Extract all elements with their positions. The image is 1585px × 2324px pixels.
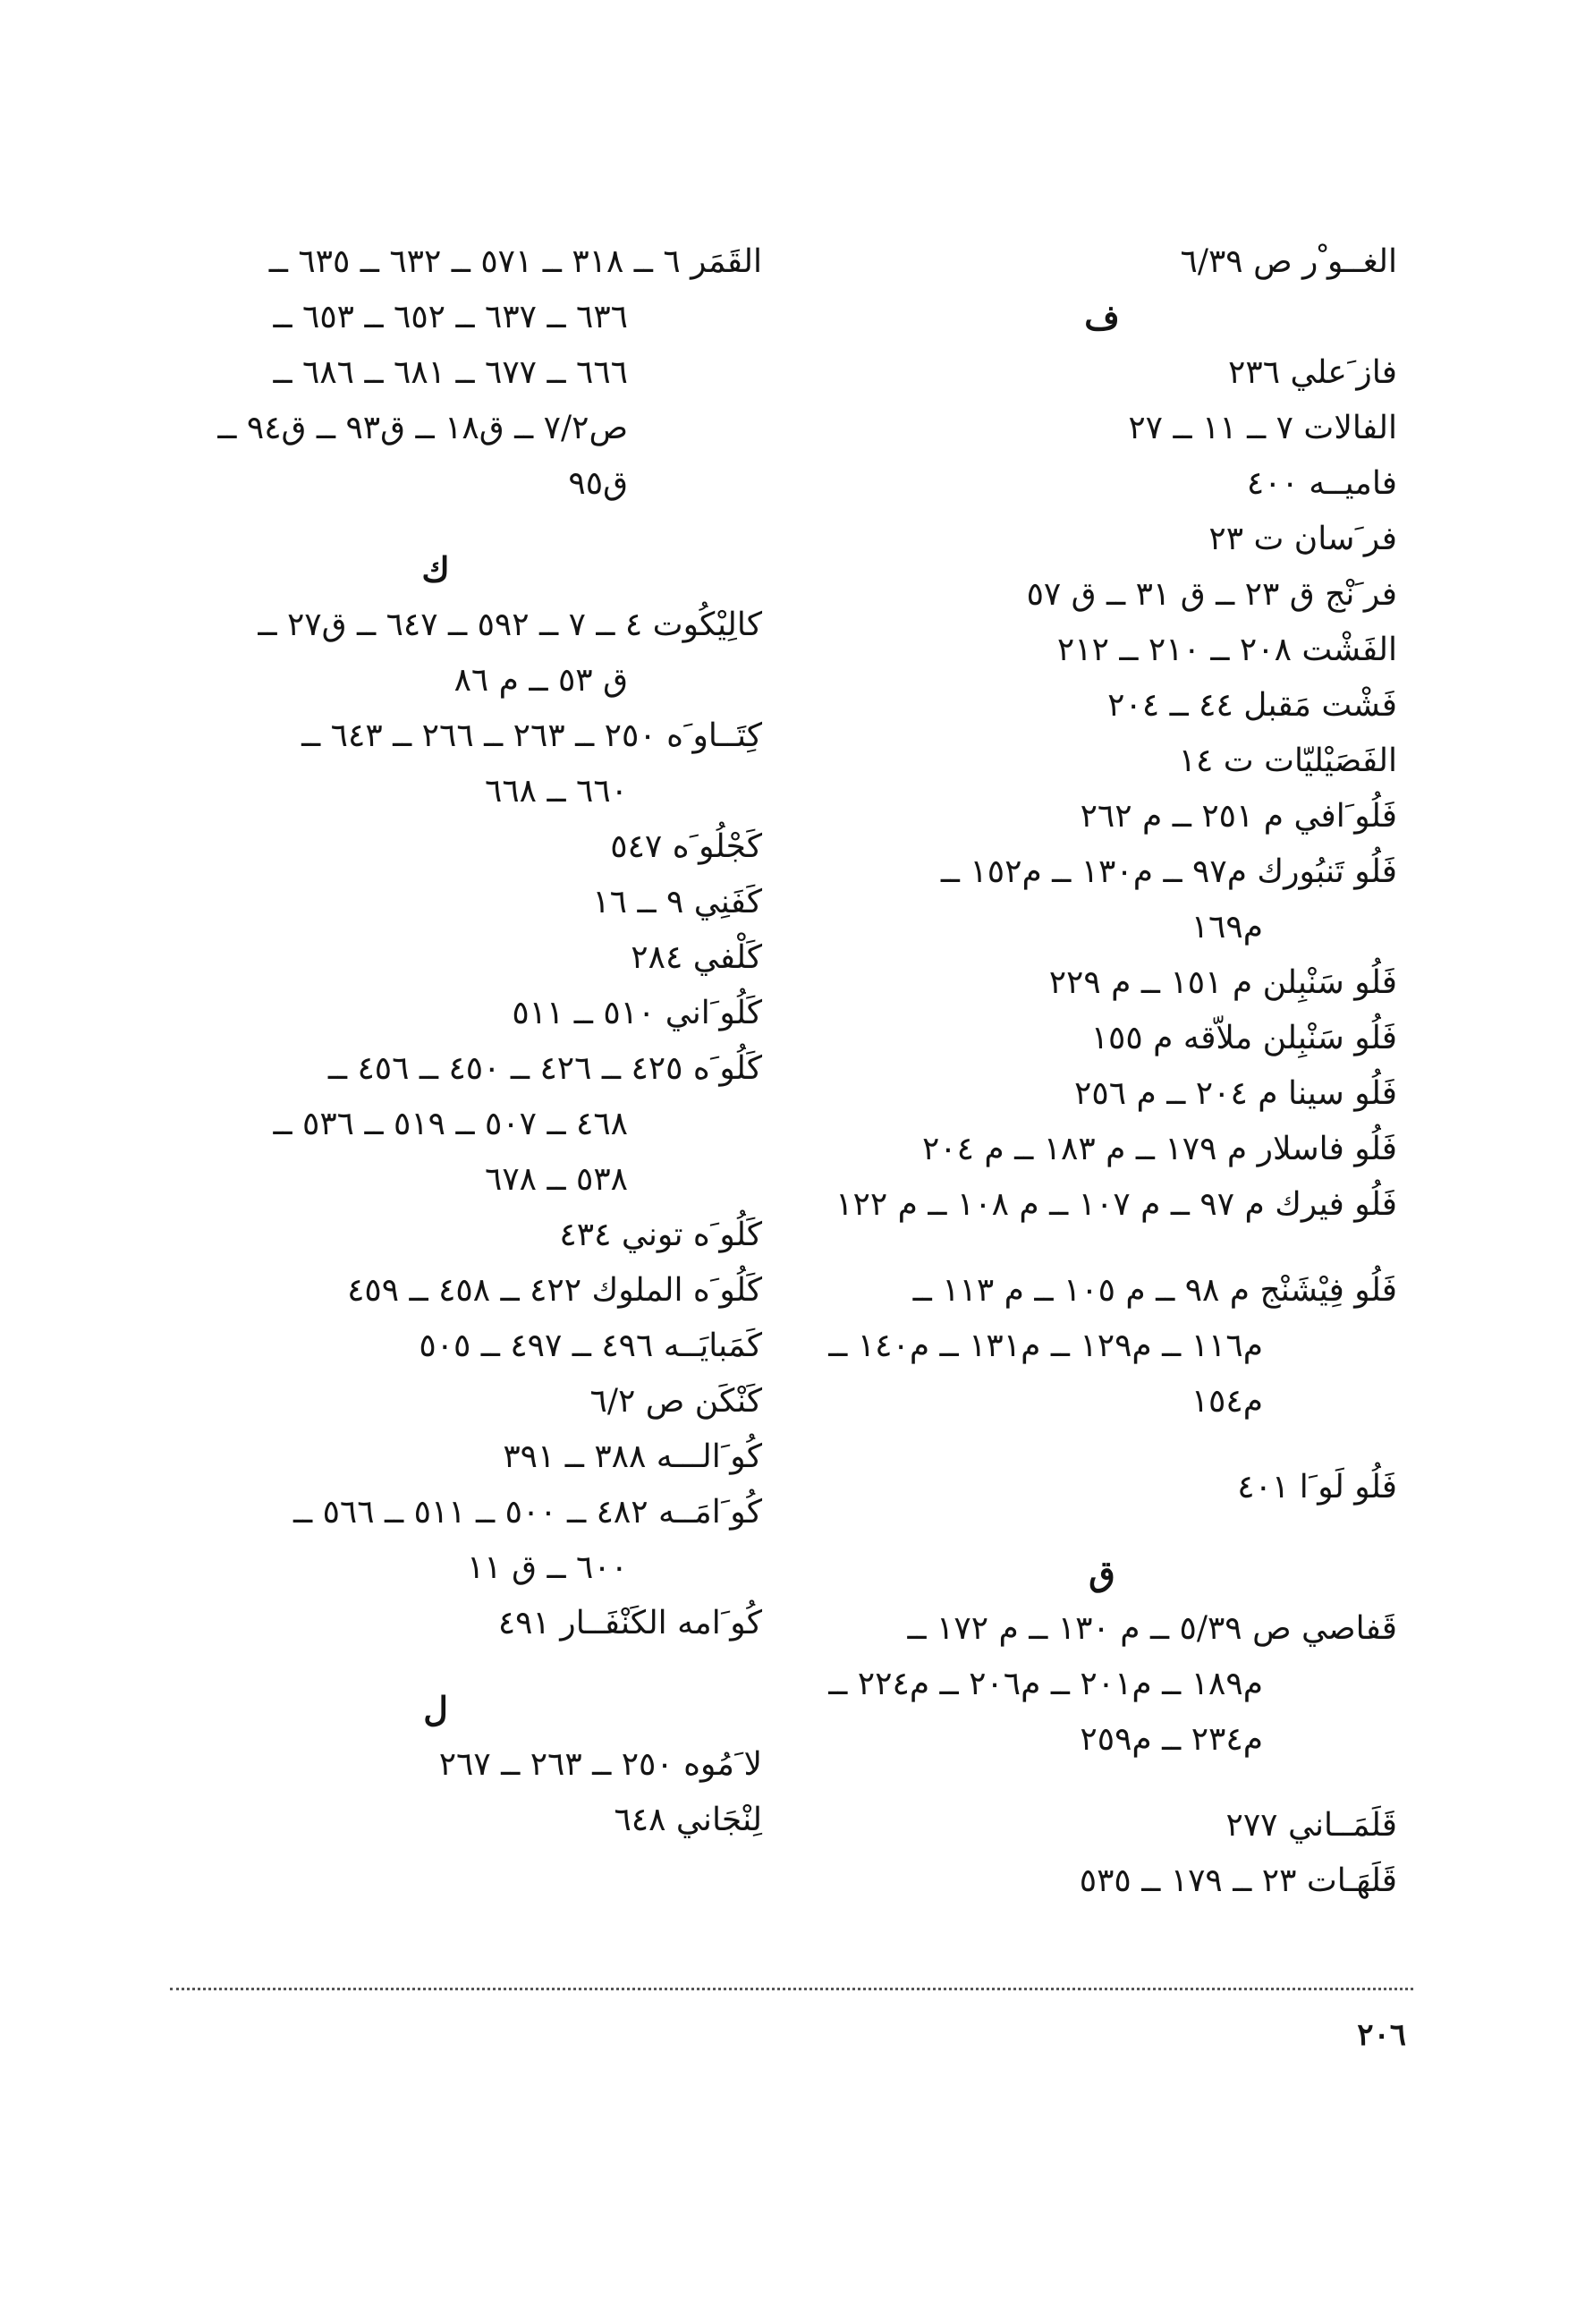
index-entry: فَلُو سينا م ٢٠٤ ــ م ٢٥٦: [1074, 1075, 1397, 1112]
footer-rule: [170, 1988, 1413, 1990]
index-entry: فَلُو َافي م ٢٥١ ــ م ٢٦٢: [1080, 798, 1397, 835]
index-entry: كَجْلُو َه ٥٤٧: [610, 828, 762, 865]
section-letter: ل: [423, 1689, 448, 1729]
index-entry: كَلُو َاني ٥١٠ ــ ٥١١: [512, 995, 762, 1031]
index-entry: فَلُو لَو َا ٤٠١: [1237, 1469, 1397, 1506]
index-entry-continuation: م١٦٩: [1191, 909, 1263, 946]
index-entry-continuation: م١٨٩ ــ م٢٠١ ــ م٢٠٦ ــ م٢٢٤ ــ: [828, 1666, 1263, 1702]
index-column-left: [109, 234, 762, 1848]
section-letter: ك: [421, 549, 450, 589]
index-entry: فَلُو فِيْشَنْج م ٩٨ ــ م ١٠٥ ــ م ١١٣ ــ: [912, 1272, 1397, 1309]
index-entry: كَلُو َه الملوك ٤٢٢ ــ ٤٥٨ ــ ٤٥٩: [347, 1272, 762, 1309]
index-entry-continuation: م٢٣٤ ــ م٢٥٩: [1080, 1721, 1263, 1758]
section-letter: ف: [1084, 297, 1120, 337]
page-number: ٢٠٦: [1357, 2017, 1406, 2053]
index-entry: كَلُو َه توني ٤٣٤: [559, 1217, 762, 1253]
index-entry: كَلْفي ٢٨٤: [631, 939, 762, 976]
index-entry: قَلَهَـات ٢٣ ــ ١٧٩ ــ ٥٣٥: [1079, 1862, 1397, 1899]
index-entry: القَمَر ٦ ــ ٣١٨ ــ ٥٧١ ــ ٦٣٢ ــ ٦٣٥ ــ: [268, 243, 762, 280]
index-entry: قَلَمَــاني ٢٧٧: [1225, 1807, 1397, 1844]
index-entry: كالِيْكُوت ٤ ــ ٧ ــ ٥٩٢ ــ ٦٤٧ ــ ق٢٧ ــ: [258, 606, 762, 643]
spacer: [807, 1515, 1397, 1546]
section-letter: ق: [1089, 1553, 1115, 1593]
index-entry: الفَصَيْليّات ت ١٤: [1178, 742, 1397, 779]
index-entry: كُو َالـــه ٣٨٨ ــ ٣٩١: [503, 1438, 762, 1475]
index-entry: فَشْت مَقبل ٤٤ ــ ٢٠٤: [1107, 687, 1397, 724]
index-column-right: [807, 234, 1397, 1909]
spacer: [109, 1651, 762, 1682]
index-entry: كُو َامه الكَنْفَــار ٤٩١: [497, 1605, 762, 1641]
index-entry: فر َنْج ق ٢٣ ــ ق ٣١ ــ ق ٥٧: [1026, 576, 1397, 613]
index-entry-continuation: ٦٦٠ ــ ٦٦٨: [484, 773, 628, 810]
index-entry: الغــو ْر ص ٦/٣٩: [1180, 243, 1397, 280]
index-entry: الفَشْت ٢٠٨ ــ ٢١٠ ــ ٢١٢: [1056, 632, 1397, 668]
index-entry: فَلُو فيرك م ٩٧ ــ م ١٠٧ ــ م ١٠٨ ــ م ١٢٢: [835, 1186, 1397, 1223]
spacer: [807, 1233, 1397, 1263]
index-entry: لِنْجَاني ٦٤٨: [614, 1802, 762, 1838]
index-entry: فَلُو تَنبُورك م٩٧ ــ م١٣٠ ــ م١٥٢ ــ: [940, 853, 1397, 890]
index-entry-continuation: ٦٠٠ ــ ق ١١: [466, 1549, 628, 1586]
index-entry-continuation: ق ٥٣ ــ م ٨٦: [453, 662, 628, 699]
spacer: [109, 512, 762, 542]
index-entry: فَلُو سَنْبِلن م ١٥١ ــ م ٢٢٩: [1048, 964, 1397, 1001]
index-entry: كَنْكَن ص ٦/٢: [589, 1383, 762, 1420]
index-entry: فَلُو سَنْبِلن ملاّقه م ١٥٥: [1090, 1020, 1397, 1056]
index-entry: لا َمُوه ٢٥٠ ــ ٢٦٣ ــ ٢٦٧: [438, 1746, 762, 1783]
index-entry: فَلُو فاسلار م ١٧٩ ــ م ١٨٣ ــ م ٢٠٤: [921, 1131, 1397, 1167]
spacer: [807, 1429, 1397, 1460]
index-entry: الفالات ٧ ــ ١١ ــ ٢٧: [1128, 410, 1397, 446]
index-entry: كَلُو َه ٤٢٥ ــ ٤٢٦ ــ ٤٥٠ ــ ٤٥٦ ــ: [327, 1050, 762, 1087]
index-entry-continuation: م١٥٤: [1191, 1383, 1263, 1420]
index-entry: فاز َعلي ٢٣٦: [1228, 354, 1397, 391]
index-entry-continuation: ٥٣٨ ــ ٦٧٨: [484, 1161, 628, 1198]
index-entry-continuation: ٦٦٦ ــ ٦٧٧ ــ ٦٨١ ــ ٦٨٦ ــ: [273, 354, 628, 391]
index-entry-continuation: ق٩٥: [568, 465, 628, 502]
index-entry-continuation: ص٧/٢ ــ ق١٨ ــ ق٩٣ ــ ق٩٤ ــ: [217, 410, 628, 446]
index-entry: كَمَبايَــه ٤٩٦ ــ ٤٩٧ ــ ٥٠٥: [419, 1327, 762, 1364]
index-entry: كَفَنِي ٩ ــ ١٦: [592, 884, 762, 920]
index-entry: قَفاصي ص ٥/٣٩ ــ م ١٣٠ ــ م ١٧٢ ــ: [907, 1610, 1397, 1647]
spacer: [807, 1768, 1397, 1798]
index-entry: كُو َامَــه ٤٨٢ ــ ٥٠٠ ــ ٥١١ ــ ٥٦٦ ــ: [293, 1494, 762, 1531]
index-entry: كِتَــاو َه ٢٥٠ ــ ٢٦٣ ــ ٢٦٦ ــ ٦٤٣ ــ: [301, 717, 762, 754]
index-entry-continuation: م١١٦ ــ م١٢٩ ــ م١٣١ ــ م١٤٠ ــ: [828, 1327, 1263, 1364]
index-entry: فر َسان ت ٢٣: [1208, 521, 1397, 557]
index-entry-continuation: ٦٣٦ ــ ٦٣٧ ــ ٦٥٢ ــ ٦٥٣ ــ: [273, 299, 628, 335]
index-entry-continuation: ٤٦٨ ــ ٥٠٧ ــ ٥١٩ ــ ٥٣٦ ــ: [273, 1106, 628, 1142]
index-entry: فاميــه ٤٠٠: [1246, 465, 1397, 502]
